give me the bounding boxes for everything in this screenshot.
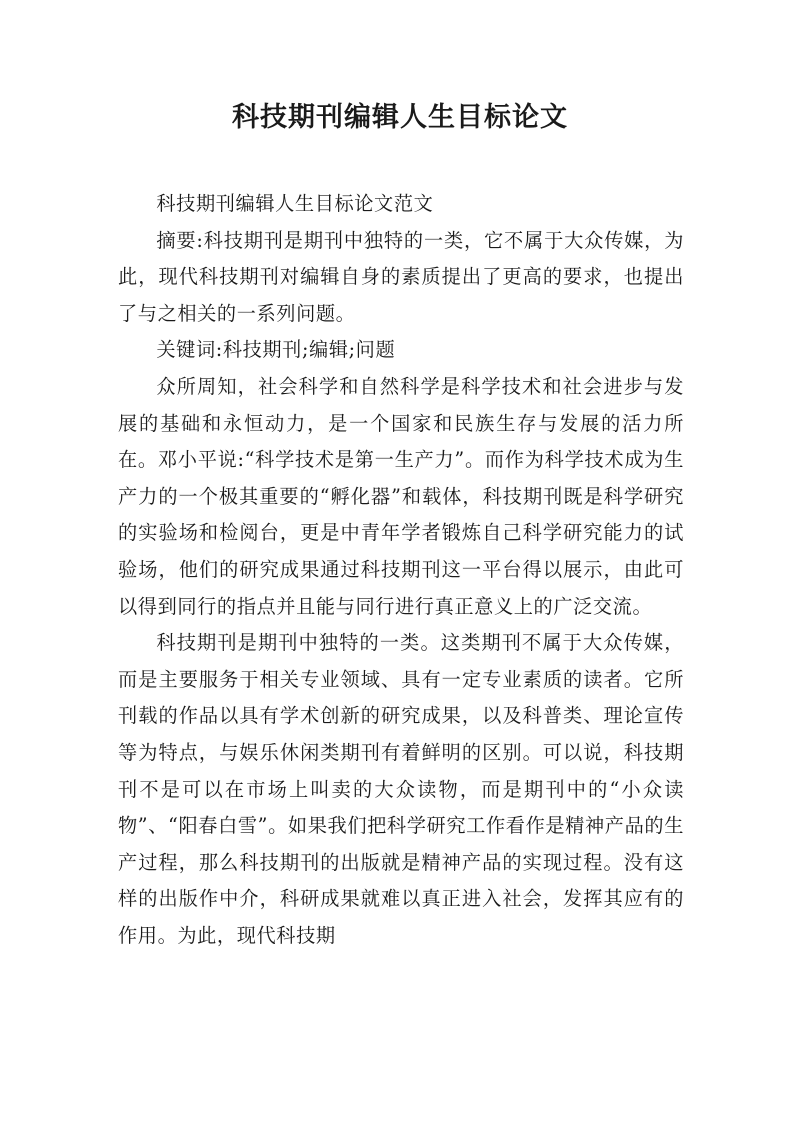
document-body bbox=[118, 186, 684, 954]
abstract-paragraph: 摘要:科技期刊是期刊中独特的一类，它不属于大众传媒，为此，现代科技期刊对编辑自身的素质提出了更高的要求，也提出了与之相关的一系列问题。 bbox=[118, 228, 684, 325]
body-paragraph: 科技期刊是期刊中独特的一类。这类期刊不属于大众传媒，而是主要服务于相关专业领域、具有一定专业素质的读者。它所刊载的作品以具有学术创新的研究成果，以及科普类、理论宣传等为特点，与娱乐休闲类期刊有着鲜明的区别。可以说，科技期刊不是可以在市场上叫卖的大众读物，而是期刊中的“小众读物”、“阳春白雪”。如果我们把科学研究工作看作是精神产品的生产过程，那么科技期刊的出版就是精神产品的实现过程。没有这样的出版作中介，科研成果就难以真正进入社会，发挥其应有的作用。为此，现代科技期 bbox=[118, 631, 684, 947]
keywords-paragraph: 关键词:科技期刊;编辑;问题 bbox=[156, 338, 396, 362]
body-paragraph: 众所周知，社会科学和自然科学是科学技术和社会进步与发展的基础和永恒动力，是一个国家和民族生存与发展的活力所在。邓小平说:“科学技术是第一生产力”。而作为科学技术成为生产力的一个极其重要的“孵化器”和载体，科技期刊既是科学研究的实验场和检阅台，更是中青年学者锻炼自己科学研究能力的试验场，他们的研究成果通过科技期刊这一平台得以展示，由此可以得到同行的指点并且能与同行进行真正意义上的广泛交流。 bbox=[118, 374, 684, 618]
document-title: 科技期刊编辑人生目标论文 bbox=[232, 102, 568, 133]
subtitle-paragraph: 科技期刊编辑人生目标论文范文 bbox=[156, 192, 434, 215]
